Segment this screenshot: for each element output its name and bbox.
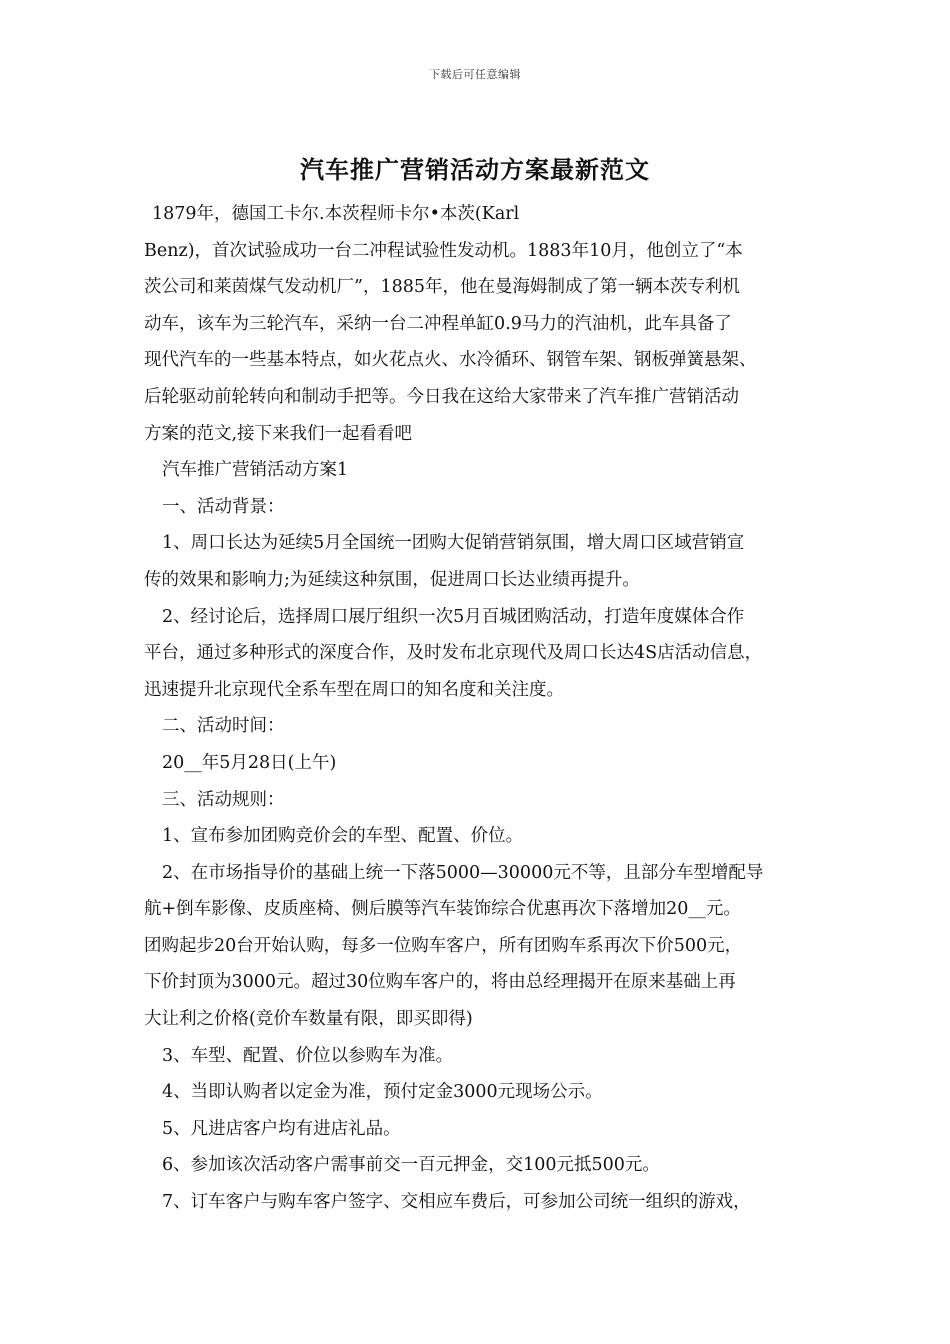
paragraph-line: 1、周口长达为延续5月全国统一团购大促销营销氛围，增大周口区域营销宣 xyxy=(162,533,745,554)
intro-line: Benz)，首次试验成功一台二冲程试验性发动机。1883年10月，他创立了“本 xyxy=(144,240,743,261)
section-heading: 二、活动时间： xyxy=(162,716,285,737)
paragraph-line: 迅速提升北京现代全系车型在周口的知名度和关注度。 xyxy=(144,679,564,700)
paragraph-line: 平台，通过多种形式的深度合作，及时发布北京现代及周口长达4S店活动信息， xyxy=(144,643,763,664)
paragraph-line: 2、经讨论后，选择周口展厅组织一次5月百城团购活动，打造年度媒体合作 xyxy=(162,606,745,627)
intro-line: 动车，该车为三轮汽车，采纳一台二冲程单缸0.9马力的汽油机，此车具备了 xyxy=(144,313,732,334)
paragraph-line: 6、参加该次活动客户需事前交一百元押金，交100元抵500元。 xyxy=(162,1155,660,1176)
paragraph-line: 团购起步20台开始认购，每多一位购车客户，所有团购车系再次下价500元， xyxy=(144,935,743,956)
intro-line: 现代汽车的一些基本特点，如火花点火、水冷循环、钢管车架、钢板弹簧悬架、 xyxy=(144,350,757,371)
intro-line: 后轮驱动前轮转向和制动手把等。今日我在这给大家带来了汽车推广营销活动 xyxy=(144,386,739,407)
paragraph-line: 5、凡进店客户均有进店礼品。 xyxy=(162,1118,401,1139)
intro-line: 方案的范文,接下来我们一起看看吧 xyxy=(144,423,413,444)
document-body xyxy=(144,196,824,1221)
paragraph-line: 下价封顶为3000元。超过30位购车客户的，将由总经理揭开在原来基础上再 xyxy=(144,972,736,993)
paragraph-line: 3、车型、配置、价位以参购车为准。 xyxy=(162,1045,454,1066)
section-heading: 一、活动背景： xyxy=(162,496,285,517)
intro-line: 茨公司和莱茵煤气发动机厂”，1885年，他在曼海姆制成了第一辆本茨专利机 xyxy=(144,277,740,298)
paragraph-line: 航+倒车影像、皮质座椅、侧后膜等汽车装饰综合优惠再次下落增加20__元。 xyxy=(144,899,741,920)
paragraph-line: 2、在市场指导价的基础上统一下落5000—30000元不等，且部分车型增配导 xyxy=(162,862,764,883)
section-plan-title: 汽车推广营销活动方案1 xyxy=(162,460,349,481)
page-header: 下载后可任意编辑 xyxy=(429,68,521,81)
paragraph-line: 7、订车客户与购车客户签字、交相应车费后，可参加公司统一组织的游戏， xyxy=(162,1192,751,1213)
section-heading: 三、活动规则： xyxy=(162,789,285,810)
paragraph-line: 20__年5月28日(上午) xyxy=(162,752,337,773)
paragraph-line: 4、当即认购者以定金为准，预付定金3000元现场公示。 xyxy=(162,1082,603,1103)
paragraph-line: 传的效果和影响力;为延续这种氛围，促进周口长达业绩再提升。 xyxy=(144,569,640,590)
intro-line: 1879年，德国工卡尔.本茨程师卡尔•本茨(Karl xyxy=(152,204,520,224)
paragraph-line: 大让利之价格(竞价车数量有限，即买即得) xyxy=(144,1009,473,1030)
document-title: 汽车推广营销活动方案最新范文 xyxy=(300,155,650,184)
paragraph-line: 1、宣布参加团购竞价会的车型、配置、价位。 xyxy=(162,826,524,847)
